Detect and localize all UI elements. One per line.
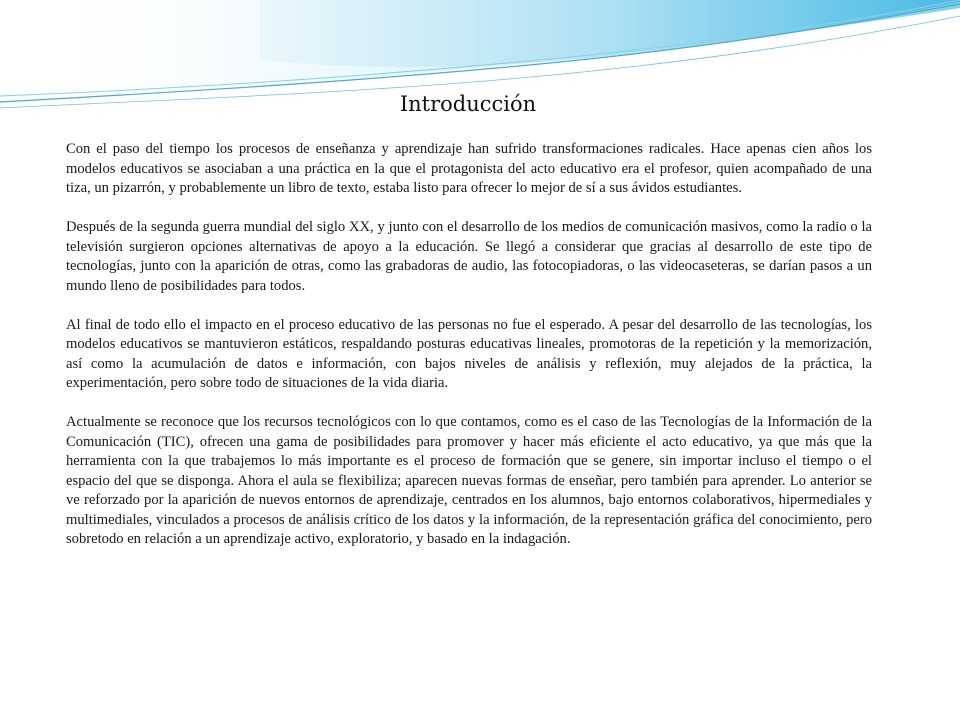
body-text: [66, 140, 872, 569]
slide-title: Introducción: [399, 92, 537, 116]
paragraph: Después de la segunda guerra mundial del siglo XX, y junto con el desarrollo de los medios de comunicación masivos, como la radio o la televisión surgieron opciones alternativas de apoyo a la educación. Se llegó a considerar que gracias al desarrollo de este tipo de tecnologías, junto con la aparición de otras, como las grabadoras de audio, las fotocopiadoras, o las videocaseteras, se darían pasos a un mundo lleno de posibilidades para todos.: [66, 219, 872, 294]
paragraph: Actualmente se reconoce que los recursos tecnológicos con lo que contamos, como es el caso de las Tecnologías de la Información de la Comunicación (TIC), ofrecen una gama de posibilidades para promover y hacer más eficiente el acto educativo, ya que más que la herramienta con la que trabajemos lo más importante es el proceso de formación que se genere, sin importar incluso el tiempo o el espacio del que se disponga. Ahora el aula se flexibiliza; aparecen nuevas formas de enseñar, pero también para aprender. Lo anterior se ve reforzado por la aparición de nuevos entornos de aprendizaje, centrados en los alumnos, bajo entornos colaborativos, hipermediales y multimediales, vinculados a procesos de análisis crítico de los datos y la información, de la representación gráfica del conocimiento, pero sobretodo en relación a un aprendizaje activo, exploratorio, y basado en la indagación.: [66, 414, 872, 547]
paragraph: Al final de todo ello el impacto en el proceso educativo de las personas no fue el esperado. A pesar del desarrollo de las tecnologías, los modelos educativos se mantuvieron estáticos, respaldando posturas educativas lineales, promotoras de la repetición y la memorización, así como la acumulación de datos e información, con bajos niveles de análisis y reflexión, muy alejados de la práctica, la experimentación, pero sobre todo de situaciones de la vida diaria.: [66, 316, 872, 391]
paragraph: Con el paso del tiempo los procesos de enseñanza y aprendizaje han sufrido transformaciones radicales. Hace apenas cien años los modelos educativos se asociaban a una práctica en la que el protagonista del acto educativo era el profesor, quien acompañado de una tiza, un pizarrón, y probablemente un libro de texto, estaba listo para ofrecer lo mejor de sí a sus ávidos estudiantes.: [66, 141, 872, 196]
